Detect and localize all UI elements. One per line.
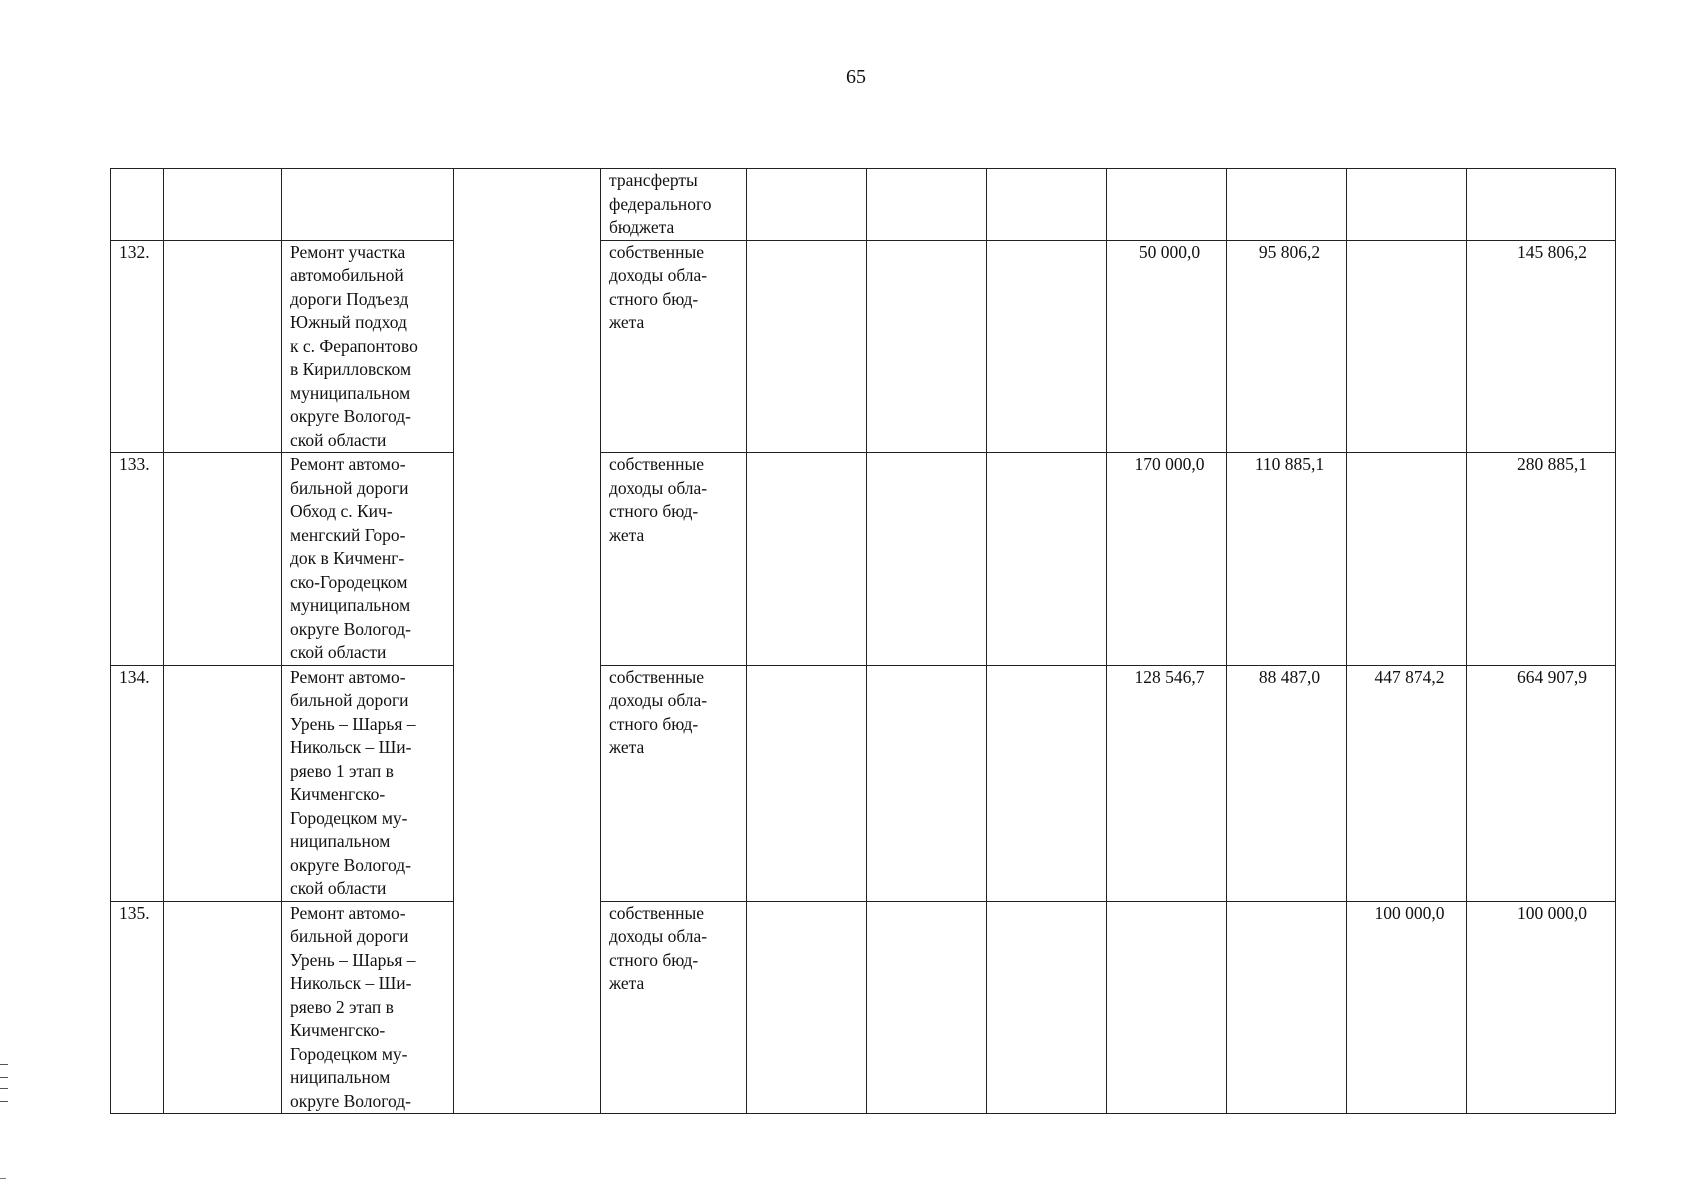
object-name	[282, 169, 454, 241]
value-cell	[1107, 901, 1227, 1114]
empty-cell	[987, 169, 1107, 241]
empty-cell	[867, 453, 987, 666]
empty-cell	[867, 665, 987, 901]
empty-cell	[747, 240, 867, 453]
funding-source: трансферты федерального бюджета	[601, 169, 747, 241]
value-cell: 128 546,7	[1107, 665, 1227, 901]
total-cell: 100 000,0	[1467, 901, 1616, 1114]
object-name: Ремонт участка автомобильной дороги Подъезд Южный подход к с. Ферапонтово в Кирилловском муниципальном округе Вологод- ской области	[282, 240, 454, 453]
value-cell: 170 000,0	[1107, 453, 1227, 666]
table-row	[111, 901, 1616, 1114]
table-row	[111, 240, 1616, 453]
value-cell	[1347, 240, 1467, 453]
object-name: Ремонт автомо- бильной дороги Урень – Шарья – Никольск – Ши- ряево 1 этап в Кичменгско- Городецком му- ниципальном округе Вологод- ской области	[282, 665, 454, 901]
value-cell: 447 874,2	[1347, 665, 1467, 901]
empty-cell	[867, 240, 987, 453]
page-number: 65	[846, 66, 866, 88]
row-number: 132.	[111, 240, 164, 453]
empty-cell	[747, 169, 867, 241]
budget-table	[110, 168, 1616, 1114]
value-cell: 95 806,2	[1227, 240, 1347, 453]
empty-cell	[987, 665, 1107, 901]
row-number: 133.	[111, 453, 164, 666]
empty-cell	[867, 169, 987, 241]
funding-source: собственные доходы обла- стного бюд- жета	[601, 665, 747, 901]
merged-empty-cell	[454, 169, 601, 1114]
empty-cell	[164, 901, 282, 1114]
value-cell	[1227, 169, 1347, 241]
empty-cell	[747, 453, 867, 666]
row-number: 134.	[111, 665, 164, 901]
table-row	[111, 665, 1616, 901]
object-name: Ремонт автомо- бильной дороги Урень – Шарья – Никольск – Ши- ряево 2 этап в Кичменгско- Городецком му- ниципальном округе Вологод-	[282, 901, 454, 1114]
table-row	[111, 453, 1616, 666]
funding-source: собственные доходы обла- стного бюд- жета	[601, 240, 747, 453]
empty-cell	[987, 901, 1107, 1114]
value-cell	[1107, 169, 1227, 241]
value-cell: 88 487,0	[1227, 665, 1347, 901]
empty-cell	[987, 240, 1107, 453]
value-cell	[1347, 169, 1467, 241]
table-row	[111, 169, 1616, 241]
object-name: Ремонт автомо- бильной дороги Обход с. Кич- менгский Горо- док в Кичменг- ско-Городецком муниципальном округе Вологод- ской области	[282, 453, 454, 666]
total-cell: 664 907,9	[1467, 665, 1616, 901]
total-cell: 280 885,1	[1467, 453, 1616, 666]
empty-cell	[747, 901, 867, 1114]
value-cell: 50 000,0	[1107, 240, 1227, 453]
scan-margin-marks	[0, 1064, 8, 1102]
scan-margin-tick	[0, 1178, 6, 1179]
total-cell: 145 806,2	[1467, 240, 1616, 453]
empty-cell	[164, 453, 282, 666]
value-cell	[1227, 901, 1347, 1114]
empty-cell	[867, 901, 987, 1114]
value-cell: 110 885,1	[1227, 453, 1347, 666]
empty-cell	[164, 240, 282, 453]
empty-cell	[164, 169, 282, 241]
empty-cell	[747, 665, 867, 901]
empty-cell	[164, 665, 282, 901]
value-cell	[1347, 453, 1467, 666]
funding-source: собственные доходы обла- стного бюд- жета	[601, 453, 747, 666]
row-number	[111, 169, 164, 241]
total-cell	[1467, 169, 1616, 241]
value-cell: 100 000,0	[1347, 901, 1467, 1114]
funding-source: собственные доходы обла- стного бюд- жета	[601, 901, 747, 1114]
row-number: 135.	[111, 901, 164, 1114]
empty-cell	[987, 453, 1107, 666]
